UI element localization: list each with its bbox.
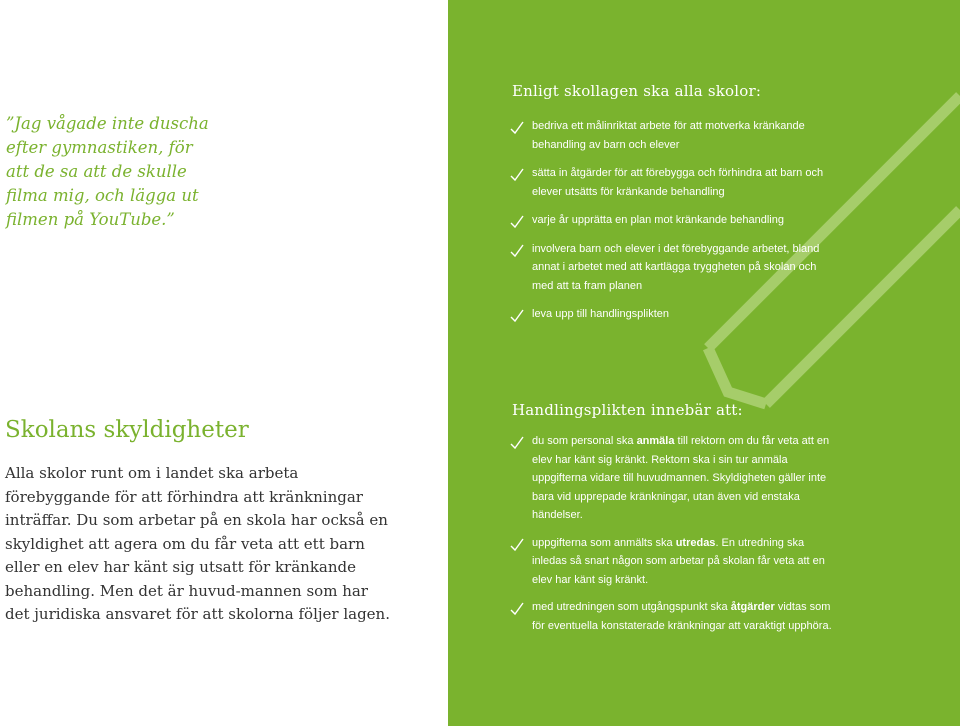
list-item-text: sätta in åtgärder för att förebygga och förhindra att barn och elever utsätts för kränkande behandling [532,167,824,198]
list-item-text [532,534,840,590]
quote-line: ”Jag vågade inte duscha [6,114,209,133]
list-item [510,534,840,590]
list-item-text: leva upp till handlingsplikten [532,308,669,320]
text-part: . En utredning ska inledas så snart någon som arbetar på skolan får veta att en elev har känt sig kränkt. [532,536,825,586]
list-item [510,240,840,296]
check-icon [510,168,524,182]
law-list [510,117,840,334]
law-heading: Enligt skollagen ska alla skolor: [512,82,762,100]
check-icon [510,436,524,450]
check-icon [510,121,524,135]
duty-list [510,432,840,644]
list-item [510,432,840,525]
green-panel [448,0,960,726]
quote-line: filma mig, och lägga ut [6,186,199,205]
list-item [510,598,840,635]
section-title: Skolans skyldigheter [5,417,249,443]
quote-line: att de sa att de skulle [6,162,187,181]
text-part: med utredningen som utgångspunkt ska [532,601,731,613]
list-item [510,117,840,154]
duty-heading: Handlingsplikten innebär att: [512,401,743,419]
list-item-text: involvera barn och elever i det förebyggande arbetet, bland annat i arbetet med att kartlägga tryggheten på skolan och med att ta fram planen [532,242,820,292]
list-item-text [532,432,840,525]
emphasis: åtgärder [730,601,775,613]
emphasis: anmäla [636,435,675,447]
list-item [510,164,840,201]
pull-quote [6,112,216,232]
quote-line: efter gymnastiken, för [6,138,193,157]
text-part: vidtas som för eventuella konstaterade kränkningar att varaktigt upphöra. [532,601,832,632]
text-part: till rektorn om du får veta att en elev har känt sig kränkt. Rektorn ska i sin tur anmäla uppgifterna vidare till huvudmannen. Skyldigheten gäller inte bara vid upprepade kränkningar, utan även vid enstaka händelser. [532,435,830,521]
check-icon [510,602,524,616]
emphasis: utredas [675,536,716,549]
check-icon [510,244,524,258]
check-icon [510,309,524,323]
list-item [510,211,840,230]
list-item [510,305,840,324]
list-item-text: varje år upprätta en plan mot kränkande behandling [532,214,784,226]
text-part: du som personal ska [532,435,637,447]
left-panel [0,0,448,726]
list-item-text [532,598,840,635]
list-item-text: bedriva ett målinriktat arbete för att motverka kränkande behandling av barn och elever [532,120,805,151]
text-part: uppgifterna som anmälts ska [532,536,676,549]
check-icon [510,215,524,229]
section-body: Alla skolor runt om i landet ska arbeta förebyggande för att förhindra att kränkningar inträffar. Du som arbetar på en skola har också en skyldighet att agera om du får veta att ett barn eller en elev har känt sig utsatt för kränkande behandling. Men det är huvud-mannen som har det juridiska ansvaret för att skolorna följer lagen. [5,464,390,623]
check-icon [510,538,524,552]
quote-line: filmen på YouTube.” [6,210,175,229]
